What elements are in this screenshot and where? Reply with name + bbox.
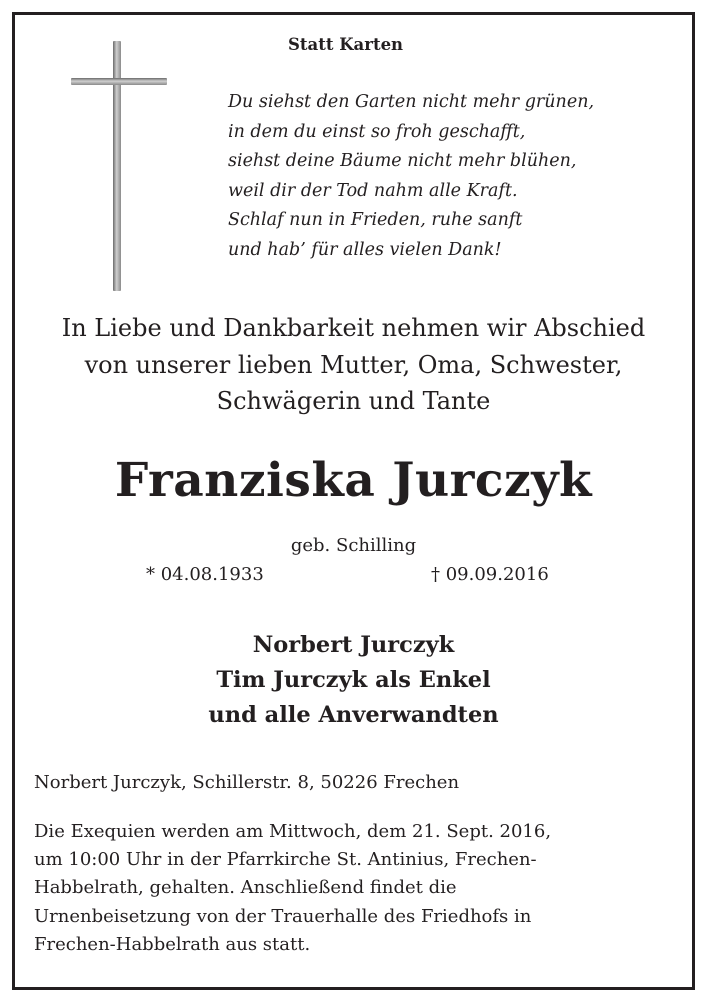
poem-line: Schlaf nun in Frieden, ruhe sanft: [228, 210, 523, 230]
service-line: um 10:00 Uhr in der Pfarrkirche St. Antinius, Frechen-: [34, 849, 537, 871]
birth-date: * 04.08.1933: [146, 564, 264, 585]
poem-line: siehst deine Bäume nicht mehr blühen,: [228, 151, 577, 171]
service-line: Habbelrath, gehalten. Anschließend findet die: [34, 877, 457, 899]
mourners-list: [15, 628, 692, 733]
service-line: Frechen-Habbelrath aus statt.: [34, 933, 311, 955]
farewell-intro: [15, 310, 692, 420]
service-details: [34, 818, 674, 959]
poem-line: weil dir der Tod nahm alle Kraft.: [228, 180, 518, 201]
intro-line: Schwägerin und Tante: [216, 387, 491, 415]
maiden-name: geb. Schilling: [290, 535, 417, 556]
statt-karten-heading: Statt Karten: [288, 35, 404, 54]
intro-line: von unserer lieben Mutter, Oma, Schwester,: [84, 350, 623, 379]
poem-line: Du siehst den Garten nicht mehr grünen,: [228, 92, 595, 112]
intro-line: In Liebe und Dankbarkeit nehmen wir Abschied: [61, 314, 646, 342]
poem: [228, 88, 668, 265]
cross-horizontal-beam: [71, 78, 167, 85]
poem-line: in dem du einst so froh geschafft,: [228, 121, 526, 142]
mourner: Tim Jurczyk als Enkel: [216, 667, 491, 693]
service-line: Die Exequien werden am Mittwoch, dem 21. Sept. 2016,: [34, 821, 552, 842]
service-line: Urnenbeisetzung von der Trauerhalle des Friedhofs in: [34, 905, 532, 927]
poem-line: und hab’ für alles vielen Dank!: [228, 239, 502, 260]
family-address: Norbert Jurczyk, Schillerstr. 8, 50226 Frechen: [34, 772, 460, 793]
latin-cross-icon: [71, 41, 167, 291]
death-date: † 09.09.2016: [431, 564, 549, 585]
mourner: und alle Anverwandten: [208, 702, 499, 728]
mourner: Norbert Jurczyk: [252, 632, 455, 658]
deceased-name: Franziska Jurczyk: [114, 453, 593, 508]
